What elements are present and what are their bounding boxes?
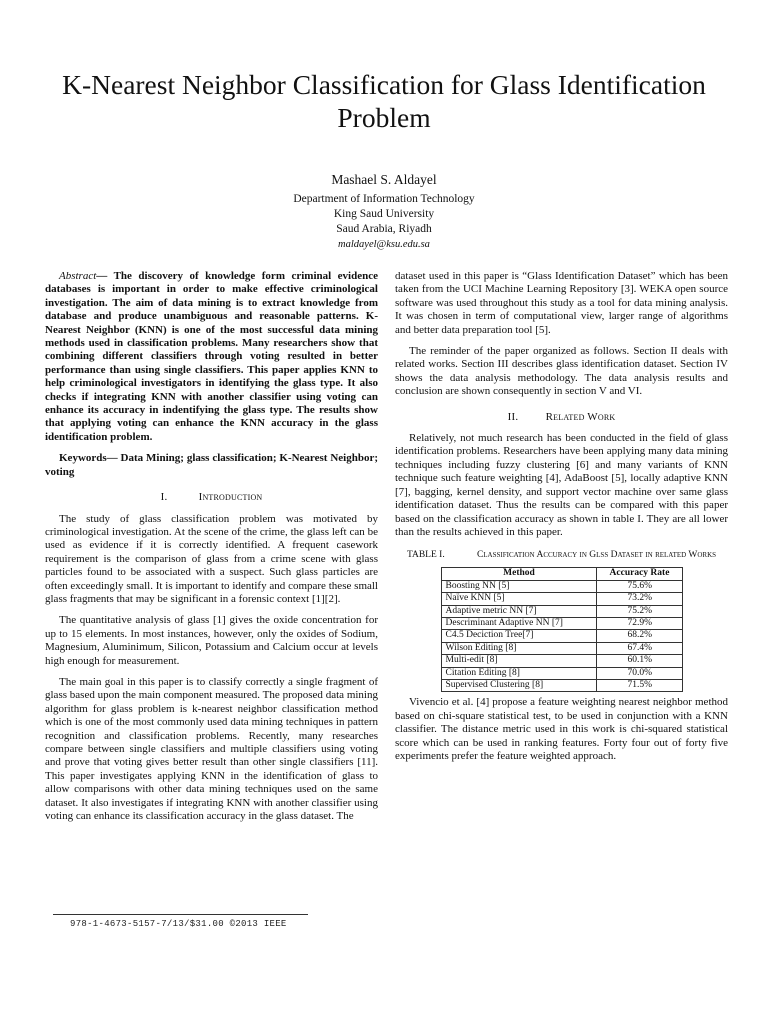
section-title: Introduction [198,491,263,504]
section-heading-introduction [45,491,378,504]
table-header-row [441,568,682,580]
table-cell-accuracy: 75.6% [597,580,682,592]
table-cell-method: Boosting NN [5] [441,580,597,592]
table-cell-method: Citation Editing [8] [441,667,597,679]
author-email[interactable]: maldayel@ksu.edu.sa [338,239,430,250]
left-column [45,270,378,831]
keywords-text: Data Mining; glass classification; K-Nearest Neighbor; voting [45,452,378,478]
paragraph: Relatively, not much research has been conducted in the field of glass identification problems. Researchers have been applying many data mining techniques including fuzzy clustering [6] and many variants of KNN technique such feature weighting [4], AdaBoost [5], locally adaptive KNN [7], bagging, kernel density, and support vector machine over same glass identification dataset. Thus the results can be compared with this paper based on the classification accuracy as shown in table I. They are all lower than the results achieved in this paper. [395,432,728,538]
table-row [441,593,682,605]
section-heading-related-work [395,411,728,424]
section-number: II. [507,410,519,423]
table-cell-accuracy: 70.0% [597,667,682,679]
copyright-footer: 978-1-4673-5157-7/13/$31.00 ©2013 IEEE [70,919,287,929]
table-header-accuracy: Accuracy Rate [597,568,682,580]
abstract-text: — The discovery of knowledge form criminal evidence databases is important in order to make effective criminological investigation. The aim of data mining is to extract knowledge from database and produce unambiguous and reasonable patterns. K-Nearest Neighbor (KNN) is one of the most successful data mining methods used in classification problems. Many researchers show that combining different classifiers through voting resulted in better performance than using single classifiers. This paper applies KNN to help criminological investigators in identifying the glass type. It also checks if integrating KNN with another classifier using voting can enhance its accuracy in indentifying the glass type. The results show that applying voting can enhance the KNN accuracy in the glass identification problem. [45,270,378,443]
table-header-method: Method [441,568,597,580]
table-row [441,617,682,629]
table-cell-accuracy: 71.5% [597,679,682,691]
table-cell-accuracy: 60.1% [597,655,682,667]
paragraph: Vivencio et al. [4] propose a feature weighting nearest neighbor method based on chi-square statistical test, to be used in conjunction with a KNN classifier. The distance metric used in this work is chi-squared statistical score which can be used in ranking features. Forty four out of forty five experiments prefer the feature weighted approach. [395,696,728,762]
table-cell-method: C4.5 Deciction Tree[7] [441,630,597,642]
paragraph: The quantitative analysis of glass [1] gives the oxide concentration for up to 15 elements. In most instances, however, only the oxides of Sodium, Magnesium, Aluminimum, Silicon, Potassium and Calcium occur at levels high enough for measurement. [45,614,378,667]
table-cell-accuracy: 72.9% [597,617,682,629]
paragraph: The reminder of the paper organized as follows. Section II deals with related works. Section III describes glass identification dataset. Section IV shows the data analysis methodology. The data analysis results and conclusion are shown consequently in section V and VI. [395,345,728,398]
table-cell-accuracy: 67.4% [597,642,682,654]
table-label: TABLE I. [406,550,445,561]
section-number: I. [160,491,168,504]
table-cell-method: Wilson Editing [8] [441,642,597,654]
table-row [441,667,682,679]
table-cell-method: Adaptive metric NN [7] [441,605,597,617]
accuracy-table [441,567,683,692]
table-row [441,605,682,617]
table-cell-method: Descriminant Adaptive NN [7] [441,617,597,629]
author-name: Mashael S. Aldayel [331,172,437,187]
right-column [395,270,728,771]
affiliation-line: Department of Information Technology [293,193,475,205]
keywords-lead: Keywords— [59,452,118,465]
table-cell-method: Multi-edit [8] [441,655,597,667]
table-row [441,630,682,642]
table-cell-accuracy: 75.2% [597,605,682,617]
table-row [441,679,682,691]
abstract-lead: Abstract [59,270,97,282]
author-block [184,171,584,252]
table-cell-accuracy: 68.2% [597,630,682,642]
table-row [441,655,682,667]
footer-divider [53,914,308,915]
paragraph: The study of glass classification problem was motivated by criminological investigation. At the scene of the crime, the glass left can be used as evidence if it is correctly identified. A frequent casework requirement is the comparison of glass from a crime scene with glass particles found to be associated with a suspect. Such glass particles are often exceedingly small. It is important to identify and compare these small glass fragments that may be significant in a forensic context [1][2]. [45,512,378,605]
table-row [441,580,682,592]
affiliation-line: King Saud University [333,208,435,220]
abstract [45,270,378,444]
table-row [441,642,682,654]
table-cell-method: Supervised Clustering [8] [441,679,597,691]
section-title: Related Work [545,410,616,423]
paragraph: The main goal in this paper is to classify correctly a single fragment of glass based upon the main component measured. The proposed data mining algorithm for glass problem is k-nearest neighbor classification method which is one of the most commonly used data mining techniques in pattern recognition and classification problems. Recently, many researches compare between single classifiers and multiple classifiers using voting and prove that voting gives better result than other single classifiers [11]. This paper investigates applying KNN in the identification of glass to allow comparisons with other data mining techniques used on the same dataset. It also investigates if integrating KNN with another classifier using voting can enhance its classification accuracy in the glass dataset. The [45,675,378,823]
affiliation-line: Saud Arabia, Riyadh [336,223,432,235]
table-caption-text: Classification Accuracy in Glss Dataset in related Works [476,550,717,561]
keywords [45,452,378,479]
table-cell-method: Naïve KNN [5] [441,593,597,605]
paragraph: dataset used in this paper is “Glass Identification Dataset” which has been taken from the UCI Machine Learning Repository [3]. WEKA open source software was used throughout this study as a tool for data mining analysis. It was chosen in term of computational view, larger range of algorithms and better data preparation tool [5]. [395,270,728,336]
table-caption [395,549,728,561]
table-cell-accuracy: 73.2% [597,593,682,605]
paper-title: K-Nearest Neighbor Classification for Glass Identification Problem [62,69,706,133]
